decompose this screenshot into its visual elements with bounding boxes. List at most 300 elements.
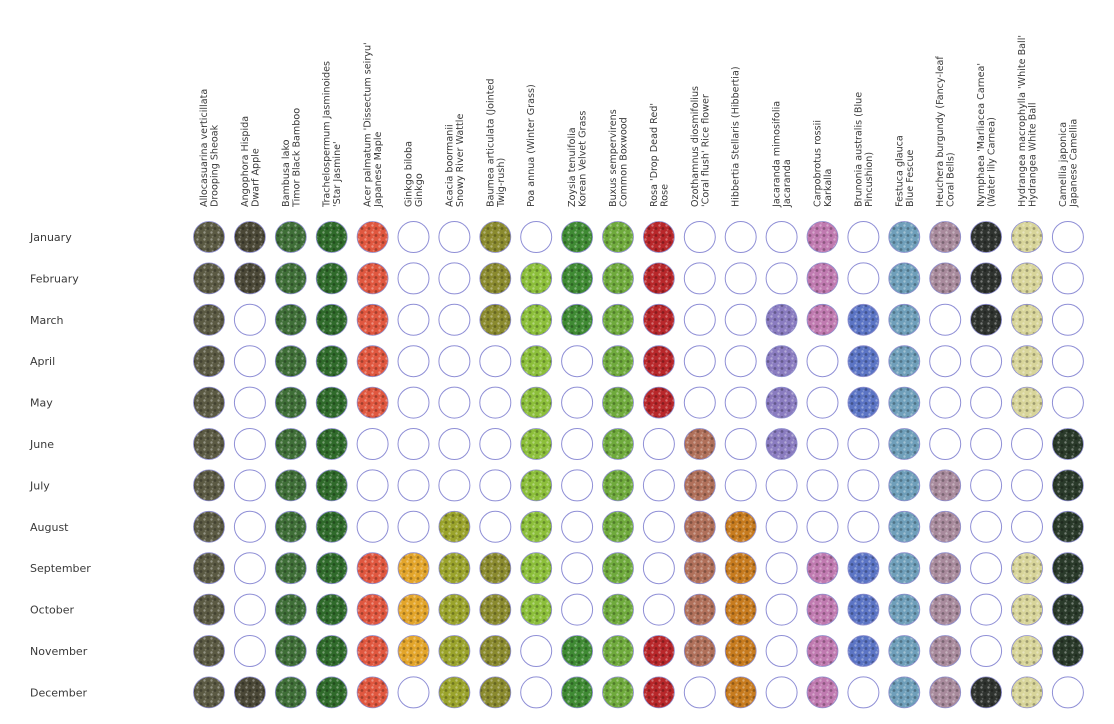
marker-texture	[848, 388, 878, 418]
cell-poa-annua-winter-grass-july	[521, 470, 552, 501]
cell-buxus-sempervirens-february	[603, 263, 634, 294]
marker-texture	[439, 553, 469, 583]
marker-texture	[317, 305, 347, 335]
cell-nymphaea-marliacea-carnea-december	[971, 677, 1002, 708]
cell-allocasuarina-verticillata-october	[194, 594, 225, 625]
cell-hydrangea-macrophylla-white-ball-may	[1012, 387, 1043, 418]
cell-camellia-japonica-december	[1052, 677, 1083, 708]
marker-texture	[808, 553, 838, 583]
marker-texture	[889, 553, 919, 583]
cell-nymphaea-marliacea-carnea-october	[971, 594, 1002, 625]
cell-jacaranda-mimosifolia-may	[766, 387, 797, 418]
month-label-may: May	[30, 396, 53, 410]
cell-rosa-drop-dead-red-june	[643, 429, 674, 460]
cell-zoysia-tenuifolia-july	[562, 470, 593, 501]
cell-nymphaea-marliacea-carnea-august	[971, 511, 1002, 542]
cell-trachelospermum-jasminoides-october	[316, 594, 347, 625]
inactive-season-marker	[807, 429, 838, 460]
cell-jacaranda-mimosifolia-june	[766, 429, 797, 460]
plant-label-buxus-sempervirens	[608, 109, 630, 207]
plant-labels	[199, 35, 1079, 208]
inactive-season-marker	[398, 429, 429, 460]
plant-label-festuca-glauca	[894, 135, 916, 207]
marker-texture	[889, 429, 919, 459]
marker-texture	[480, 636, 510, 666]
cell-nymphaea-marliacea-carnea-june	[971, 429, 1002, 460]
cell-camellia-japonica-august	[1052, 511, 1083, 542]
marker-texture	[480, 305, 510, 335]
plant-name-line1: Hydrangea macrophylla 'White Ball'	[1017, 34, 1028, 207]
marker-texture	[767, 429, 797, 459]
cell-heuchera-burgundy-fancy-leaf-september	[930, 553, 961, 584]
plant-name-line2: Japanese Maple	[373, 131, 385, 207]
cell-angophora-hispida-october	[234, 594, 265, 625]
cell-hibbertia-stellaris-hibbertia-april	[725, 346, 756, 377]
cell-allocasuarina-verticillata-april	[194, 346, 225, 377]
marker-texture	[317, 222, 347, 252]
cell-bambusa-lako-june	[275, 429, 306, 460]
cell-hibbertia-stellaris-hibbertia-july	[725, 470, 756, 501]
cell-baumea-articulata-jointed-january	[480, 222, 511, 253]
marker-texture	[930, 512, 960, 542]
cell-poa-annua-winter-grass-november	[521, 636, 552, 667]
cell-angophora-hispida-july	[234, 470, 265, 501]
cell-acer-palmatum-dissectum-seiryu-may	[357, 387, 388, 418]
month-labels	[29, 231, 91, 699]
month-label-january: January	[30, 231, 72, 244]
inactive-season-marker	[848, 677, 879, 708]
cell-camellia-japonica-june	[1052, 429, 1083, 460]
inactive-season-marker	[766, 511, 797, 542]
cell-baumea-articulata-jointed-september	[480, 553, 511, 584]
inactive-season-marker	[398, 346, 429, 377]
cell-acacia-boormanii-november	[439, 636, 470, 667]
plant-name-line2: 'Star Jasmine'	[332, 141, 344, 207]
marker-texture	[603, 512, 633, 542]
marker-texture	[603, 388, 633, 418]
inactive-season-marker	[398, 222, 429, 253]
cell-brunonia-australis-blue-december	[848, 677, 879, 708]
cell-poa-annua-winter-grass-december	[521, 677, 552, 708]
cell-heuchera-burgundy-fancy-leaf-april	[930, 346, 961, 377]
inactive-season-marker	[234, 470, 265, 501]
marker-texture	[194, 512, 224, 542]
marker-texture	[317, 388, 347, 418]
cell-rosa-drop-dead-red-december	[643, 677, 674, 708]
inactive-season-marker	[480, 429, 511, 460]
cell-buxus-sempervirens-june	[603, 429, 634, 460]
inactive-season-marker	[357, 429, 388, 460]
cell-jacaranda-mimosifolia-december	[766, 677, 797, 708]
marker-texture	[276, 222, 306, 252]
cell-angophora-hispida-february	[234, 263, 265, 294]
inactive-season-marker	[1052, 387, 1083, 418]
marker-texture	[848, 553, 878, 583]
cell-carpobrotus-rossii-february	[807, 263, 838, 294]
marker-texture	[194, 429, 224, 459]
cell-carpobrotus-rossii-september	[807, 553, 838, 584]
cell-baumea-articulata-jointed-august	[480, 511, 511, 542]
inactive-season-marker	[766, 263, 797, 294]
inactive-season-marker	[766, 553, 797, 584]
cell-baumea-articulata-jointed-october	[480, 594, 511, 625]
cell-angophora-hispida-august	[234, 511, 265, 542]
marker-texture	[726, 677, 756, 707]
marker-texture	[235, 677, 265, 707]
marker-texture	[317, 512, 347, 542]
cell-trachelospermum-jasminoides-march	[316, 304, 347, 335]
cell-acacia-boormanii-july	[439, 470, 470, 501]
plant-name-line2: Timor Black Bamboo	[291, 107, 303, 207]
plant-name-line2: Jacaranda	[782, 159, 794, 207]
cell-hibbertia-stellaris-hibbertia-august	[725, 511, 756, 542]
plant-label-rosa-drop-dead-red	[649, 103, 671, 207]
cell-buxus-sempervirens-july	[603, 470, 634, 501]
inactive-season-marker	[971, 470, 1002, 501]
plant-name-line1: Ginkgo biloba	[403, 140, 415, 207]
cell-ozothamnus-diosmifolius-september	[684, 553, 715, 584]
inactive-season-marker	[562, 387, 593, 418]
inactive-season-marker	[971, 511, 1002, 542]
inactive-season-marker	[766, 594, 797, 625]
cell-hydrangea-macrophylla-white-ball-september	[1012, 553, 1043, 584]
marker-texture	[1012, 263, 1042, 293]
cell-trachelospermum-jasminoides-january	[316, 222, 347, 253]
plant-label-baumea-articulata-jointed	[485, 79, 507, 209]
inactive-season-marker	[398, 511, 429, 542]
cell-brunonia-australis-blue-august	[848, 511, 879, 542]
marker-texture	[1012, 553, 1042, 583]
marker-texture	[930, 263, 960, 293]
cell-baumea-articulata-jointed-june	[480, 429, 511, 460]
plant-name-line2: Korean Velvet Grass	[577, 110, 589, 207]
cell-buxus-sempervirens-may	[603, 387, 634, 418]
inactive-season-marker	[766, 636, 797, 667]
inactive-season-marker	[684, 304, 715, 335]
marker-texture	[235, 222, 265, 252]
marker-texture	[930, 470, 960, 500]
cell-acacia-boormanii-march	[439, 304, 470, 335]
plant-label-angophora-hispida	[240, 116, 262, 207]
cell-allocasuarina-verticillata-november	[194, 636, 225, 667]
cell-rosa-drop-dead-red-may	[643, 387, 674, 418]
plant-name-line2: Drooping Sheoak	[209, 124, 221, 207]
cell-allocasuarina-verticillata-december	[194, 677, 225, 708]
marker-texture	[644, 305, 674, 335]
cell-rosa-drop-dead-red-april	[643, 346, 674, 377]
cell-festuca-glauca-july	[889, 470, 920, 501]
cell-heuchera-burgundy-fancy-leaf-february	[930, 263, 961, 294]
cell-trachelospermum-jasminoides-june	[316, 429, 347, 460]
plant-label-ozothamnus-diosmifolius	[690, 86, 712, 207]
marker-texture	[1012, 222, 1042, 252]
cell-ginkgo-biloba-march	[398, 304, 429, 335]
inactive-season-marker	[480, 511, 511, 542]
cell-ozothamnus-diosmifolius-february	[684, 263, 715, 294]
inactive-season-marker	[480, 387, 511, 418]
inactive-season-marker	[684, 677, 715, 708]
plant-label-ginkgo-biloba	[404, 141, 426, 207]
marker-texture	[603, 677, 633, 707]
cell-jacaranda-mimosifolia-august	[766, 511, 797, 542]
inactive-season-marker	[807, 387, 838, 418]
cell-acacia-boormanii-august	[439, 511, 470, 542]
cell-allocasuarina-verticillata-july	[194, 470, 225, 501]
cell-camellia-japonica-march	[1052, 304, 1083, 335]
cell-acer-palmatum-dissectum-seiryu-september	[357, 553, 388, 584]
inactive-season-marker	[439, 304, 470, 335]
marker-texture	[603, 636, 633, 666]
inactive-season-marker	[562, 346, 593, 377]
marker-texture	[399, 553, 429, 583]
inactive-season-marker	[357, 511, 388, 542]
plant-label-hibbertia-stellaris-hibbertia	[731, 66, 742, 207]
inactive-season-marker	[725, 304, 756, 335]
cell-camellia-japonica-september	[1052, 553, 1083, 584]
plant-name-line2: 'Coral flush' Rice flower	[700, 94, 712, 207]
marker-texture	[767, 388, 797, 418]
plant-name-line1: Zoysia tenuifolia	[567, 127, 579, 207]
cell-brunonia-australis-blue-april	[848, 346, 879, 377]
inactive-season-marker	[766, 677, 797, 708]
inactive-season-marker	[930, 387, 961, 418]
inactive-season-marker	[1052, 222, 1083, 253]
marker-texture	[439, 512, 469, 542]
inactive-season-marker	[725, 429, 756, 460]
marker-texture	[480, 595, 510, 625]
marker-texture	[358, 305, 388, 335]
cell-festuca-glauca-may	[889, 387, 920, 418]
inactive-season-marker	[398, 263, 429, 294]
marker-texture	[644, 636, 674, 666]
cell-acer-palmatum-dissectum-seiryu-april	[357, 346, 388, 377]
cell-festuca-glauca-august	[889, 511, 920, 542]
inactive-season-marker	[930, 429, 961, 460]
inactive-season-marker	[398, 677, 429, 708]
marker-texture	[808, 677, 838, 707]
marker-texture	[276, 595, 306, 625]
plant-label-nymphaea-marliacea-carnea	[976, 63, 998, 207]
marker-texture	[194, 553, 224, 583]
cell-bambusa-lako-august	[275, 511, 306, 542]
cell-hibbertia-stellaris-hibbertia-november	[725, 636, 756, 667]
cell-hibbertia-stellaris-hibbertia-june	[725, 429, 756, 460]
cell-carpobrotus-rossii-october	[807, 594, 838, 625]
cell-jacaranda-mimosifolia-january	[766, 222, 797, 253]
cell-zoysia-tenuifolia-march	[562, 304, 593, 335]
marker-texture	[439, 636, 469, 666]
cell-ginkgo-biloba-february	[398, 263, 429, 294]
plant-name-line1: Hibbertia Stellaris (Hibbertia)	[730, 66, 742, 207]
cell-nymphaea-marliacea-carnea-april	[971, 346, 1002, 377]
marker-texture	[480, 553, 510, 583]
cell-brunonia-australis-blue-september	[848, 553, 879, 584]
marker-texture	[644, 677, 674, 707]
marker-texture	[1012, 305, 1042, 335]
marker-texture	[521, 429, 551, 459]
plant-label-heuchera-burgundy-fancy-leaf	[935, 56, 957, 207]
inactive-season-marker	[807, 470, 838, 501]
cell-hibbertia-stellaris-hibbertia-october	[725, 594, 756, 625]
inactive-season-marker	[971, 387, 1002, 418]
marker-texture	[889, 388, 919, 418]
marker-texture	[889, 636, 919, 666]
cell-jacaranda-mimosifolia-september	[766, 553, 797, 584]
plant-name-line2: (Water lily Carnea)	[986, 117, 998, 207]
inactive-season-marker	[562, 594, 593, 625]
cell-acer-palmatum-dissectum-seiryu-january	[357, 222, 388, 253]
cell-buxus-sempervirens-march	[603, 304, 634, 335]
inactive-season-marker	[439, 222, 470, 253]
cell-heuchera-burgundy-fancy-leaf-june	[930, 429, 961, 460]
cell-acer-palmatum-dissectum-seiryu-november	[357, 636, 388, 667]
marker-texture	[235, 263, 265, 293]
marker-texture	[1012, 595, 1042, 625]
cell-rosa-drop-dead-red-september	[643, 553, 674, 584]
cell-hydrangea-macrophylla-white-ball-april	[1012, 346, 1043, 377]
marker-texture	[521, 388, 551, 418]
cell-zoysia-tenuifolia-may	[562, 387, 593, 418]
plant-name-line1: Angophora Hispida	[239, 115, 251, 207]
marker-texture	[930, 677, 960, 707]
cell-ozothamnus-diosmifolius-april	[684, 346, 715, 377]
plant-label-poa-annua-winter-grass	[526, 84, 537, 207]
inactive-season-marker	[1052, 346, 1083, 377]
marker-texture	[521, 346, 551, 376]
plant-name-line1: Rosa 'Drop Dead Red'	[648, 103, 660, 207]
marker-texture	[276, 512, 306, 542]
cell-buxus-sempervirens-november	[603, 636, 634, 667]
inactive-season-marker	[439, 263, 470, 294]
cell-zoysia-tenuifolia-december	[562, 677, 593, 708]
month-label-april: April	[30, 355, 56, 369]
cell-ginkgo-biloba-august	[398, 511, 429, 542]
inactive-season-marker	[439, 429, 470, 460]
cell-heuchera-burgundy-fancy-leaf-november	[930, 636, 961, 667]
inactive-season-marker	[971, 636, 1002, 667]
marker-texture	[317, 595, 347, 625]
month-label-august: August	[30, 520, 69, 534]
marker-texture	[521, 470, 551, 500]
inactive-season-marker	[234, 636, 265, 667]
cell-camellia-japonica-february	[1052, 263, 1083, 294]
marker-texture	[276, 388, 306, 418]
plant-name-line1: Ozothamnus diosmifolius	[689, 85, 701, 207]
inactive-season-marker	[766, 470, 797, 501]
marker-texture	[930, 553, 960, 583]
marker-texture	[194, 636, 224, 666]
inactive-season-marker	[848, 222, 879, 253]
marker-texture	[317, 636, 347, 666]
marker-texture	[358, 595, 388, 625]
cell-rosa-drop-dead-red-august	[643, 511, 674, 542]
cell-trachelospermum-jasminoides-july	[316, 470, 347, 501]
inactive-season-marker	[234, 304, 265, 335]
cell-angophora-hispida-march	[234, 304, 265, 335]
inactive-season-marker	[562, 429, 593, 460]
cell-jacaranda-mimosifolia-october	[766, 594, 797, 625]
cell-nymphaea-marliacea-carnea-january	[971, 222, 1002, 253]
inactive-season-marker	[1012, 429, 1043, 460]
cell-jacaranda-mimosifolia-april	[766, 346, 797, 377]
cell-nymphaea-marliacea-carnea-may	[971, 387, 1002, 418]
marker-texture	[603, 305, 633, 335]
cell-angophora-hispida-june	[234, 429, 265, 460]
cell-poa-annua-winter-grass-may	[521, 387, 552, 418]
cell-heuchera-burgundy-fancy-leaf-july	[930, 470, 961, 501]
marker-texture	[521, 512, 551, 542]
marker-texture	[603, 470, 633, 500]
inactive-season-marker	[439, 346, 470, 377]
marker-texture	[726, 553, 756, 583]
inactive-season-marker	[848, 263, 879, 294]
marker-texture	[317, 263, 347, 293]
cell-buxus-sempervirens-april	[603, 346, 634, 377]
marker-texture	[644, 388, 674, 418]
cell-hibbertia-stellaris-hibbertia-september	[725, 553, 756, 584]
marker-texture	[685, 470, 715, 500]
marker-texture	[971, 305, 1001, 335]
marker-texture	[889, 346, 919, 376]
cell-heuchera-burgundy-fancy-leaf-may	[930, 387, 961, 418]
marker-texture	[1053, 512, 1083, 542]
cell-hibbertia-stellaris-hibbertia-may	[725, 387, 756, 418]
cell-brunonia-australis-blue-october	[848, 594, 879, 625]
marker-texture	[276, 429, 306, 459]
inactive-season-marker	[234, 511, 265, 542]
plant-label-carpobrotus-rossii	[813, 120, 835, 207]
cell-baumea-articulata-jointed-december	[480, 677, 511, 708]
cell-trachelospermum-jasminoides-may	[316, 387, 347, 418]
inactive-season-marker	[848, 429, 879, 460]
cell-hibbertia-stellaris-hibbertia-january	[725, 222, 756, 253]
cell-ginkgo-biloba-january	[398, 222, 429, 253]
plant-month-cells	[194, 222, 1084, 708]
plant-name-line1: Allocasuarina verticillata	[199, 88, 210, 207]
marker-texture	[480, 677, 510, 707]
marker-texture	[685, 512, 715, 542]
cell-trachelospermum-jasminoides-august	[316, 511, 347, 542]
cell-allocasuarina-verticillata-august	[194, 511, 225, 542]
cell-allocasuarina-verticillata-january	[194, 222, 225, 253]
cell-carpobrotus-rossii-january	[807, 222, 838, 253]
cell-ozothamnus-diosmifolius-march	[684, 304, 715, 335]
marker-texture	[889, 595, 919, 625]
plant-name-line2: Ginkgo	[414, 173, 425, 207]
marker-texture	[603, 222, 633, 252]
inactive-season-marker	[439, 470, 470, 501]
marker-texture	[194, 263, 224, 293]
cell-ginkgo-biloba-june	[398, 429, 429, 460]
cell-heuchera-burgundy-fancy-leaf-january	[930, 222, 961, 253]
inactive-season-marker	[439, 387, 470, 418]
cell-hydrangea-macrophylla-white-ball-july	[1012, 470, 1043, 501]
marker-texture	[276, 470, 306, 500]
cell-brunonia-australis-blue-january	[848, 222, 879, 253]
inactive-season-marker	[684, 346, 715, 377]
cell-camellia-japonica-january	[1052, 222, 1083, 253]
marker-texture	[480, 263, 510, 293]
cell-camellia-japonica-november	[1052, 636, 1083, 667]
marker-texture	[194, 470, 224, 500]
plant-label-zoysia-tenuifolia	[567, 111, 589, 207]
cell-rosa-drop-dead-red-july	[643, 470, 674, 501]
month-label-september: September	[30, 562, 91, 576]
marker-texture	[276, 346, 306, 376]
cell-festuca-glauca-april	[889, 346, 920, 377]
cell-acacia-boormanii-september	[439, 553, 470, 584]
inactive-season-marker	[562, 470, 593, 501]
